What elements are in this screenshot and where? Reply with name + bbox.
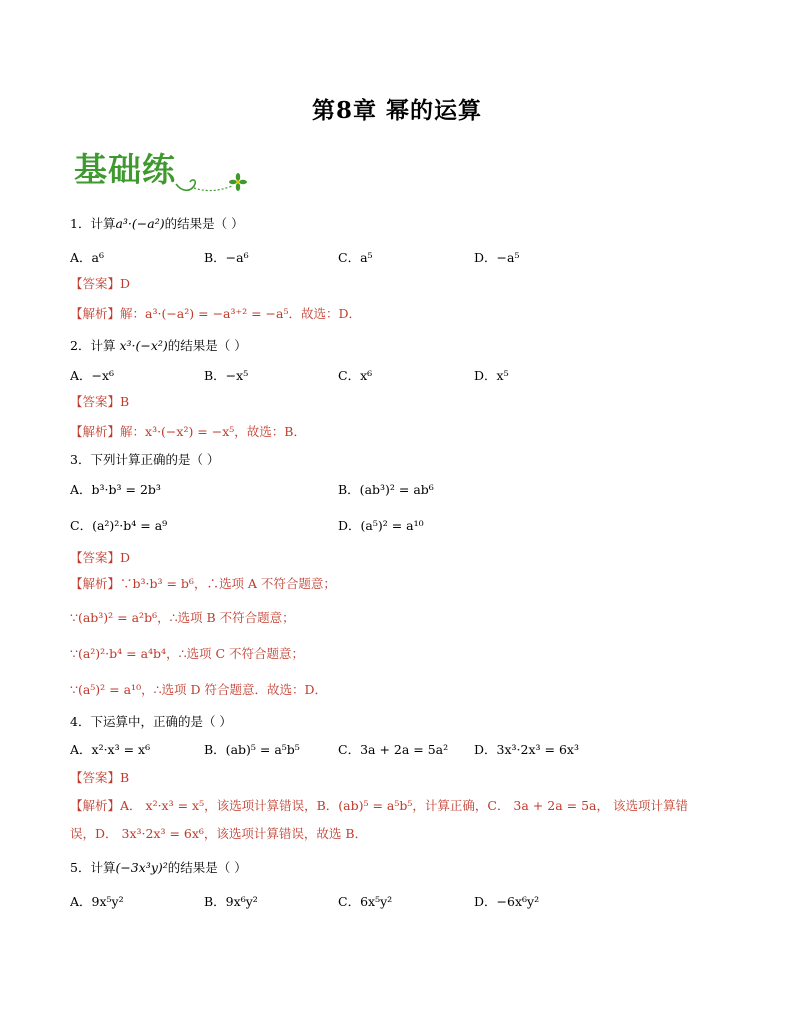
option-a: A．b³·b³ = 2b³ [70,482,161,497]
option-b: B．(ab³)² = ab⁶ [338,482,434,497]
option-a: A．a⁶ [70,250,104,265]
question-3-analysis-3: ∵(a²)²·b⁴ = a⁴b⁴，∴选项 C 不符合题意； [70,646,305,661]
question-4-stem: 4．下运算中，正确的是（ ） [70,714,232,729]
question-4-analysis-1: 【解析】A． x²·x³ = x⁵，该选项计算错误，B．(ab)⁵ = a⁵b⁵，计算正确，C． 3a + 2a = 5a， 该选项计算错 [70,798,688,813]
question-3-answer: 【答案】D [70,550,131,565]
question-3-analysis-4: ∵(a⁵)² = a¹⁰，∴选项 D 符合题意．故选：D． [70,682,328,697]
question-1-answer: 【答案】D [70,276,131,291]
option-c: C．x⁶ [338,368,373,383]
question-4-answer: 【答案】B [70,770,130,785]
option-d: D．3x³·2x³ = 6x³ [474,742,579,757]
page-title: 第8章 幂的运算 [311,97,482,124]
section-banner [74,148,264,194]
option-a: A．−x⁶ [70,368,115,383]
question-2-stem: 2．计算 x³·(−x²)的结果是（ ） [70,338,247,353]
question-3-stem: 3．下列计算正确的是（ ） [70,452,220,467]
option-a: A．9x⁵y² [70,894,124,909]
question-1-stem: 1．计算a³·(−a²)的结果是（ ） [70,216,244,231]
vine-decoration-icon [172,168,252,194]
question-3-analysis-2: ∵(ab³)² = a²b⁶，∴选项 B 不符合题意； [70,610,295,625]
option-b: B．−a⁶ [204,250,249,265]
option-d: D．x⁵ [474,368,509,383]
option-b: B．9x⁶y² [204,894,258,909]
question-3-analysis-1: 【解析】∵b³·b³ = b⁶，∴选项 A 不符合题意； [70,576,336,591]
option-c: C．6x⁵y² [338,894,393,909]
option-c: C．a⁵ [338,250,373,265]
option-c: C．3a + 2a = 5a² [338,742,449,757]
option-b: B．(ab)⁵ = a⁵b⁵ [204,742,300,757]
question-4-analysis-2: 误，D． 3x³·2x³ = 6x⁶，该选项计算错误，故选 B． [70,826,368,841]
banner-text: 基础练 [74,150,176,189]
option-d: D．−6x⁶y² [474,894,540,909]
question-2-analysis: 【解析】解：x³·(−x²) = −x⁵，故选：B． [70,424,306,439]
option-c: C．(a²)²·b⁴ = a⁹ [70,518,168,533]
question-2-answer: 【答案】B [70,394,130,409]
option-a: A．x²·x³ = x⁶ [70,742,151,757]
question-1-analysis: 【解析】解：a³·(−a²) = −a³⁺² = −a⁵．故选：D． [70,306,361,321]
question-5-stem: 5．计算(−3x³y)²的结果是（ ） [70,860,247,875]
option-d: D．−a⁵ [474,250,520,265]
option-b: B．−x⁵ [204,368,249,383]
option-d: D．(a⁵)² = a¹⁰ [338,518,424,533]
